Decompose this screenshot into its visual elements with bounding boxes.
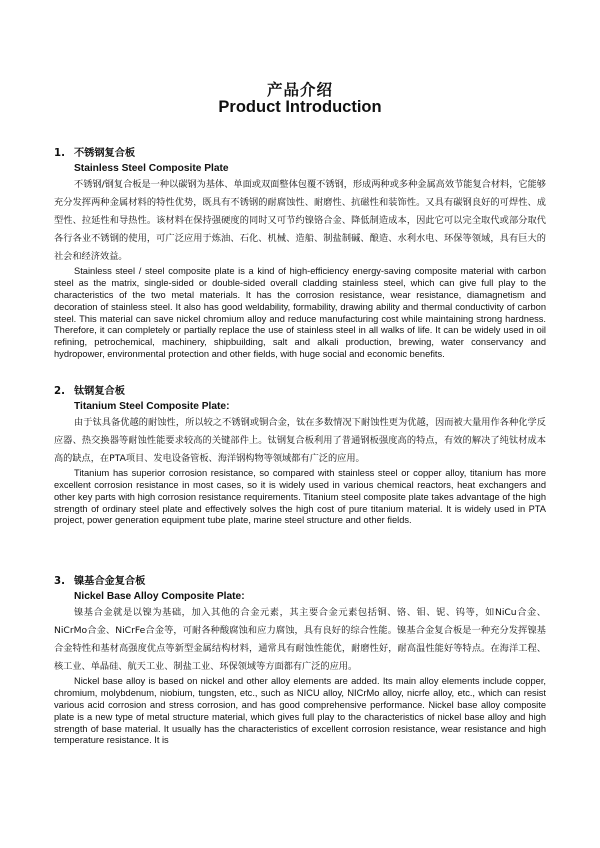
section-body-en: Stainless steel / steel composite plate is a kind of high-efficiency energy-saving composite material with carbon steel as the matrix, single-sided or double-sided overall cladding stainless steel, which can give full play to the characteristics of the two metal materials. It has the corrosion resistance, wear resistance, diamagnetism and decoration of stainless steel. It also has good weldability, formability, drawing ability and thermal conductivity of carbon steel. This material can save nickel chromium alloy and reduce manufacturing cost while maintaining strong hardness. Therefore, it can completely or partially replace the use of stainless steel in all walks of life. It can be widely used in oil refining, petrochemical, machinery, shipbuilding, salt and alkali production, brewing, water conservancy and hydropower, environmental protection and other fields, with huge social and economic benefits. xyxy=(54,266,546,360)
section-heading-en: Stainless Steel Composite Plate xyxy=(74,163,229,174)
section-heading-en: Titanium Steel Composite Plate: xyxy=(74,401,230,412)
section-stainless-steel xyxy=(54,146,546,361)
section-nickel-alloy xyxy=(54,574,546,747)
section-number: 1. xyxy=(54,148,65,159)
section-body-en: Titanium has superior corrosion resistance, so compared with stainless steel or copper alloy, titanium has more excellent corrosion resistance in most cases, so it is widely used in various chemical reactors, heat exchangers and other key parts with high corrosion resistance requirements. Titanium steel composite plate takes advantage of the high strength of ordinary steel plate and effectively solves the high cost of pure titanium material. It is widely used in PTA project, power generation equipment tube plate, marine steel structure and other fields. xyxy=(54,468,546,526)
section-number: 2. xyxy=(54,386,65,397)
section-heading-zh: 不锈钢复合板 xyxy=(74,148,136,159)
section-body-en: Nickel base alloy is based on nickel and other alloy elements are added. Its main alloy elements include copper, chromium, molybdenum, niobium, tungsten, etc., such as NICU alloy, NICrMo alloy, nicrfe alloy, etc., which can resist various acid corrosion and stress corrosion, and has good comprehensive performance. Nickel base alloy composite plate is a new type of metal structure material, which gives full play to the characteristics of nickel base alloy and high strength of base material. It usually has the characteristics of excellent corrosion resistance, wear resistance and high temperature resistance. It is xyxy=(54,676,546,746)
page-title-en: Product Introduction xyxy=(218,98,382,116)
section-number: 3. xyxy=(54,576,65,587)
section-heading-zh: 镍基合金复合板 xyxy=(74,576,146,587)
section-heading xyxy=(54,384,546,399)
section-body-zh: 由于钛具备优越的耐蚀性，所以较之不锈钢或铜合金，钛在多数情况下耐蚀性更为优越，因而被大量用作各种化学反应器、热交换器等耐蚀性能要求较高的关键部件上。钛钢复合板利用了普通钢板强度高的特点，有效的解决了纯钛材成本高的缺点，在PTA项目、发电设备管板、海洋钢构物等领域都有广泛的应用。 xyxy=(54,417,546,465)
section-body-zh: 不锈钢/钢复合板是一种以碳钢为基体、单面或双面整体包覆不锈钢，形成两种或多种金属高效节能复合材料，它能够充分发挥两种金属材料的特性优势，既具有不锈钢的耐腐蚀性、耐磨性、抗磁性和装饰性。又具有碳钢良好的可焊性、成型性、拉延性和导热性。该材料在保持强硬度的同时又可节约镍铬合金、降低制造成本，因此它可以完全取代或部分取代各行各业不锈钢的使用，可广泛应用于炼油、石化、机械、造船、制盐制碱、酿造、水利水电、环保等领域，具有巨大的社会和经济效益。 xyxy=(54,179,546,263)
section-body-zh: 镍基合金就是以镍为基础，加入其他的合金元素，其主要合金元素包括铜、铬、钼、铌、钨等，如NiCu合金、NiCrMo合金、NiCrFe合金等，可耐各种酸腐蚀和应力腐蚀，具有良好的综合性能。镍基合金复合板是一种充分发挥镍基合金特性和基材高强度优点等新型金属结构材料，通常具有耐蚀性能优，耐磨性好，耐高温性能好等特点。在海洋工程、核工业、单晶硅、航天工业、制盐工业、环保领域等方面都有广泛的应用。 xyxy=(54,607,546,673)
section-heading-en: Nickel Base Alloy Composite Plate: xyxy=(74,591,245,602)
page-title-zh: 产品介绍 xyxy=(266,81,333,99)
section-titanium-steel xyxy=(54,384,546,527)
section-heading-zh: 钛钢复合板 xyxy=(74,386,125,397)
section-heading xyxy=(54,146,546,161)
section-heading xyxy=(54,574,546,589)
